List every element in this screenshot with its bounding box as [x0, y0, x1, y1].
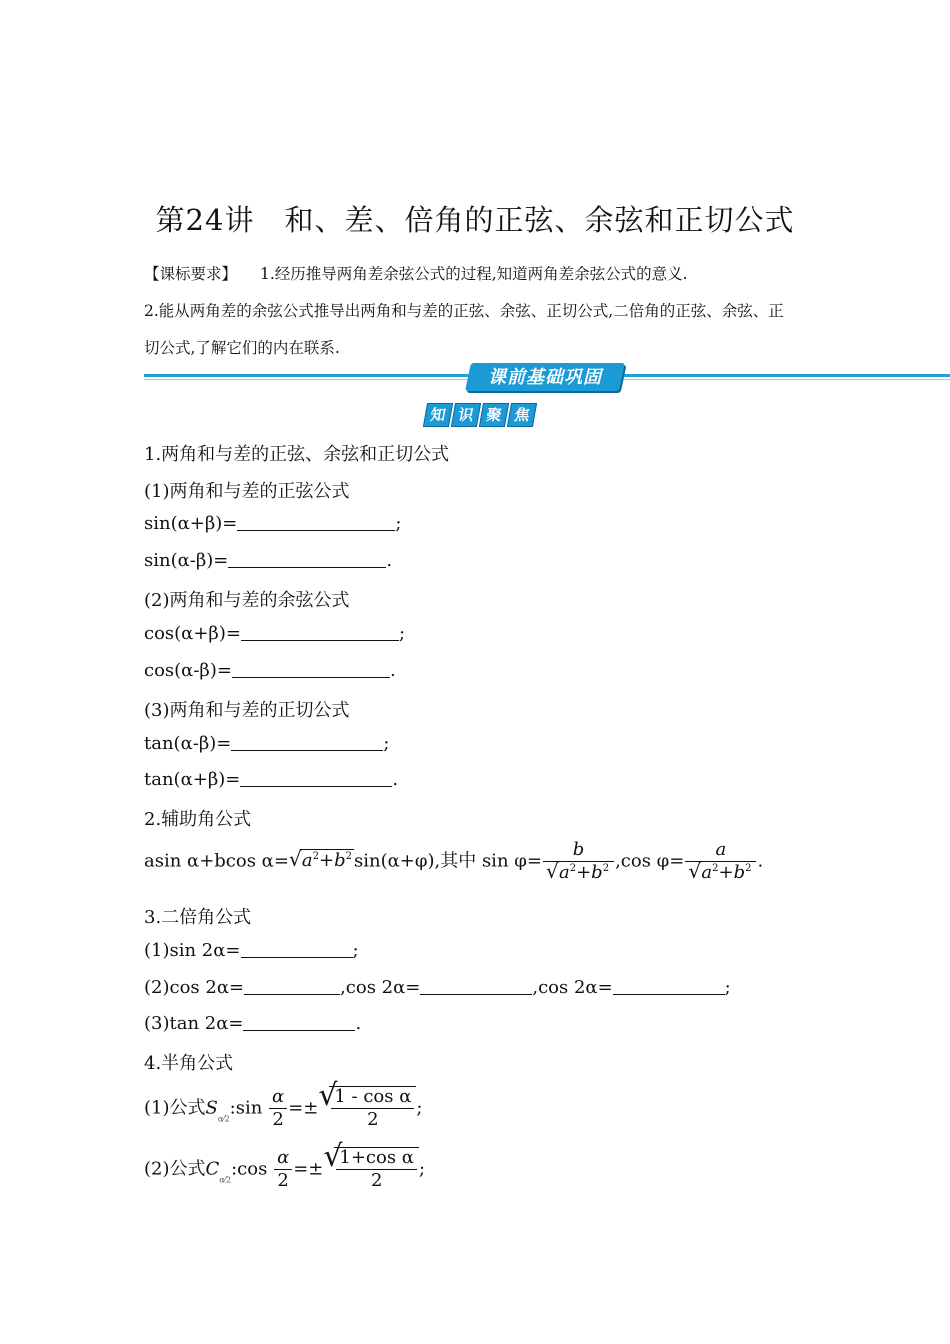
fraction-b: b √ $a^2+b^2$ — [543, 840, 614, 883]
answer-blank — [243, 1029, 355, 1031]
tan-diff-formula: tan(α-β)= ; — [144, 733, 390, 754]
section-1-2-heading: (2)两角和与差的余弦公式 — [144, 590, 350, 611]
tan-double-label: (3)tan 2α= — [144, 1013, 244, 1034]
sub-banner-char: 识 — [451, 403, 481, 427]
half-cos-label: (2)公式 — [144, 1158, 206, 1180]
cos-double-label: (2)cos 2α= — [144, 977, 245, 998]
sin-sum-formula: sin(α+β)= ; — [144, 513, 402, 534]
plus-minus: =± — [293, 1158, 324, 1180]
fraction-a: a √ $a^2+b^2$ — [685, 840, 756, 883]
cos-double-formula: (2)cos 2α= ,cos 2α= ,cos 2α= ; — [144, 977, 731, 998]
tan-diff-label: tan(α-β)= — [144, 733, 232, 754]
tan-sum-formula: tan(α+β)= . — [144, 769, 399, 790]
fraction-alpha-half: $\frac{\alpha}{2}$ — [269, 1087, 287, 1130]
section-1-heading: 1.两角和与差的正弦、余弦和正切公式 — [144, 444, 450, 465]
section-2-heading: 2.辅助角公式 — [144, 809, 252, 830]
section-1-1-heading: (1)两角和与差的正弦公式 — [144, 481, 350, 502]
plus-minus: =± — [288, 1097, 319, 1119]
cos-diff-formula: cos(α-β)= . — [144, 660, 396, 681]
answer-blank — [244, 993, 340, 995]
sqrt-half-cos: √ $\frac{\text{1+cos α}}{2}$ — [323, 1147, 419, 1191]
answer-blank — [241, 956, 353, 958]
cos-double-alt-label: ,cos 2α= — [340, 977, 421, 998]
tan-double-formula: (3)tan 2α= . — [144, 1013, 362, 1034]
sub-banner-char: 焦 — [507, 403, 537, 427]
half-sin-label: (1)公式 — [144, 1097, 206, 1119]
half-angle-cos-formula: (2)公式$C_{\alpha⁄2}:\cos$ $\frac{\alpha}{2}$ =± √ $\frac{\text{1+cos α}}{2}$ ; — [144, 1139, 426, 1191]
section-4-heading: 4.半角公式 — [144, 1053, 234, 1074]
half-cos-fn: :cos — [231, 1158, 274, 1180]
half-angle-sin-formula: (1)公式$S_{\alpha⁄2}:\sin$ $\frac{\alpha}{2}$ =± √ $\frac{\text{1 - cos α}}{2}$ ; — [144, 1078, 423, 1130]
half-sin-fn: :sin — [229, 1097, 269, 1119]
section-banner: 课前基础巩固 — [488, 367, 602, 388]
aux-mid: sin(α+φ),其中 sin φ= — [354, 850, 542, 872]
requirements-item-1: 1.经历推导两角差余弦公式的过程,知道两角差余弦公式的意义. — [259, 265, 688, 283]
requirements-label: 【课标要求】 — [144, 265, 238, 283]
cos-diff-label: cos(α-β)= — [144, 660, 232, 681]
tan-sum-label: tan(α+β)= — [144, 769, 241, 790]
sin-diff-label: sin(α-β)= — [144, 550, 229, 571]
auxiliary-angle-formula: asin α+bcos α= √ $a^2+b^2$ sin(α+φ),其中 sin φ= b √ $a^2+b^2$ ,cos φ= a √ $a^2+b^2$ . — [144, 839, 764, 883]
section-3-heading: 3.二倍角公式 — [144, 907, 252, 928]
half-sin-symbol: S — [205, 1097, 218, 1119]
requirements-item-2-line-2: 切公式,了解它们的内在联系. — [144, 339, 340, 357]
aux-cos: ,cos φ= — [615, 850, 685, 872]
requirements-line-1 — [144, 262, 688, 284]
answer-blank — [228, 566, 386, 568]
answer-blank — [613, 993, 725, 995]
cos-sum-formula: cos(α+β)= ; — [144, 623, 406, 644]
page-title: 第24讲 和、差、倍角的正弦、余弦和正切公式 — [155, 203, 795, 237]
fraction-alpha-half: $\frac{\alpha}{2}$ — [274, 1148, 292, 1191]
aux-prefix: asin α+bcos α= — [144, 850, 289, 872]
sin-diff-formula: sin(α-β)= . — [144, 550, 393, 571]
sqrt-half-sin: √ $\frac{\text{1 - cos α}}{2}$ — [318, 1086, 416, 1130]
sin-sum-label: sin(α+β)= — [144, 513, 238, 534]
cos-double-alt-label: ,cos 2α= — [532, 977, 613, 998]
cos-sum-label: cos(α+β)= — [144, 623, 241, 644]
requirements-item-2-line-1: 2.能从两角差的余弦公式推导出两角和与差的正弦、余弦、正切公式,二倍角的正弦、余弦、正 — [144, 302, 784, 320]
answer-blank — [237, 529, 395, 531]
answer-blank — [240, 785, 392, 787]
sub-banner-char: 知 — [423, 403, 453, 427]
answer-blank — [231, 749, 383, 751]
sub-banner — [425, 403, 535, 427]
answer-blank — [241, 639, 399, 641]
sqrt-expression: √ $a^2+b^2$ — [288, 847, 353, 872]
sub-banner-char: 聚 — [479, 403, 509, 427]
section-1-3-heading: (3)两角和与差的正切公式 — [144, 700, 350, 721]
answer-blank — [232, 676, 390, 678]
sin-double-label: (1)sin 2α= — [144, 940, 241, 961]
half-cos-symbol: C — [205, 1158, 220, 1180]
answer-blank — [420, 993, 532, 995]
sin-double-formula: (1)sin 2α= ; — [144, 940, 359, 961]
